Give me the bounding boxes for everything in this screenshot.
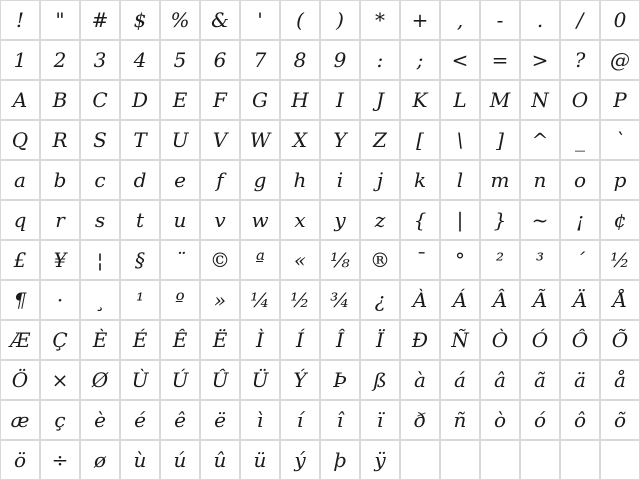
empty-cell: [521, 441, 559, 479]
glyph-cell[interactable]: ú: [161, 441, 199, 479]
glyph-cell[interactable]: ²: [481, 241, 519, 279]
glyph-cell[interactable]: ã: [521, 361, 559, 399]
glyph-cell[interactable]: Ã: [521, 281, 559, 319]
glyph-cell[interactable]: H: [281, 81, 319, 119]
glyph-cell[interactable]: M: [481, 81, 519, 119]
glyph-cell[interactable]: a: [1, 161, 39, 199]
glyph-cell[interactable]: :: [361, 41, 399, 79]
empty-cell: [561, 441, 599, 479]
glyph-cell[interactable]: @: [601, 41, 639, 79]
glyph-cell[interactable]: ^: [521, 121, 559, 159]
glyph-cell[interactable]: ]: [481, 121, 519, 159]
glyph-cell[interactable]: *: [361, 1, 399, 39]
glyph-cell[interactable]: x: [281, 201, 319, 239]
glyph-cell[interactable]: o: [561, 161, 599, 199]
glyph-cell[interactable]: ¸: [81, 281, 119, 319]
empty-cell: [601, 441, 639, 479]
glyph-cell[interactable]: Ü: [241, 361, 279, 399]
glyph-cell[interactable]: <: [441, 41, 479, 79]
glyph-cell[interactable]: ÿ: [361, 441, 399, 479]
glyph-cell[interactable]: ö: [1, 441, 39, 479]
glyph-cell[interactable]: v: [201, 201, 239, 239]
glyph-cell[interactable]: R: [41, 121, 79, 159]
glyph-cell[interactable]: þ: [321, 441, 359, 479]
glyph-cell[interactable]: C: [81, 81, 119, 119]
glyph-cell[interactable]: m: [481, 161, 519, 199]
glyph-cell[interactable]: Ê: [161, 321, 199, 359]
glyph-cell[interactable]: -: [481, 1, 519, 39]
glyph-cell[interactable]: k: [401, 161, 439, 199]
glyph-cell[interactable]: Ý: [281, 361, 319, 399]
glyph-cell[interactable]: ¨: [161, 241, 199, 279]
glyph-cell[interactable]: #: [81, 1, 119, 39]
glyph-cell[interactable]: ·: [41, 281, 79, 319]
glyph-cell[interactable]: {: [401, 201, 439, 239]
glyph-cell[interactable]: p: [601, 161, 639, 199]
glyph-cell[interactable]: N: [521, 81, 559, 119]
glyph-cell[interactable]: b: [41, 161, 79, 199]
glyph-cell[interactable]: º: [161, 281, 199, 319]
glyph-cell[interactable]: \: [441, 121, 479, 159]
glyph-cell[interactable]: Û: [201, 361, 239, 399]
glyph-cell[interactable]: û: [201, 441, 239, 479]
glyph-cell[interactable]: ®: [361, 241, 399, 279]
glyph-cell[interactable]: Ç: [41, 321, 79, 359]
glyph-cell[interactable]: u: [161, 201, 199, 239]
glyph-cell[interactable]: é: [121, 401, 159, 439]
glyph-cell[interactable]: 4: [121, 41, 159, 79]
glyph-cell[interactable]: 0: [601, 1, 639, 39]
glyph-cell[interactable]: Ë: [201, 321, 239, 359]
glyph-cell[interactable]: >: [521, 41, 559, 79]
glyph-cell[interactable]: Â: [481, 281, 519, 319]
glyph-cell[interactable]: Ù: [121, 361, 159, 399]
glyph-cell[interactable]: «: [281, 241, 319, 279]
glyph-cell[interactable]: ¿: [361, 281, 399, 319]
glyph-cell[interactable]: 5: [161, 41, 199, 79]
glyph-cell[interactable]: Ä: [561, 281, 599, 319]
glyph-cell[interactable]: §: [121, 241, 159, 279]
glyph-cell[interactable]: À: [401, 281, 439, 319]
glyph-cell[interactable]: J: [361, 81, 399, 119]
glyph-cell[interactable]: ñ: [441, 401, 479, 439]
glyph-cell[interactable]: E: [161, 81, 199, 119]
glyph-cell[interactable]: ¢: [601, 201, 639, 239]
glyph-cell[interactable]: f: [201, 161, 239, 199]
glyph-cell[interactable]: ¦: [81, 241, 119, 279]
glyph-cell[interactable]: Ô: [561, 321, 599, 359]
glyph-cell[interactable]: +: [401, 1, 439, 39]
glyph-cell[interactable]: n: [521, 161, 559, 199]
glyph-cell[interactable]: Ö: [1, 361, 39, 399]
glyph-cell[interactable]: l: [441, 161, 479, 199]
glyph-cell[interactable]: s: [81, 201, 119, 239]
glyph-cell[interactable]: ª: [241, 241, 279, 279]
glyph-cell[interactable]: w: [241, 201, 279, 239]
glyph-cell[interactable]: =: [481, 41, 519, 79]
glyph-cell[interactable]: L: [441, 81, 479, 119]
glyph-cell[interactable]: ð: [401, 401, 439, 439]
glyph-cell[interactable]: _: [561, 121, 599, 159]
glyph-cell[interactable]: Z: [361, 121, 399, 159]
glyph-cell[interactable]: U: [161, 121, 199, 159]
glyph-cell[interactable]: %: [161, 1, 199, 39]
empty-cell: [481, 441, 519, 479]
glyph-cell[interactable]: ¼: [241, 281, 279, 319]
glyph-cell[interactable]: [: [401, 121, 439, 159]
glyph-cell[interactable]: Ø: [81, 361, 119, 399]
glyph-cell[interactable]: ¾: [321, 281, 359, 319]
glyph-cell[interactable]: B: [41, 81, 79, 119]
glyph-cell[interactable]: ó: [521, 401, 559, 439]
glyph-cell[interactable]: F: [201, 81, 239, 119]
glyph-cell[interactable]: ©: [201, 241, 239, 279]
glyph-cell[interactable]: 7: [241, 41, 279, 79]
glyph-cell[interactable]: å: [601, 361, 639, 399]
glyph-cell[interactable]: X: [281, 121, 319, 159]
glyph-cell[interactable]: ,: [441, 1, 479, 39]
glyph-cell[interactable]: h: [281, 161, 319, 199]
glyph-cell[interactable]: i: [321, 161, 359, 199]
glyph-cell[interactable]: q: [1, 201, 39, 239]
glyph-cell[interactable]: í: [281, 401, 319, 439]
glyph-cell[interactable]: ý: [281, 441, 319, 479]
glyph-cell[interactable]: V: [201, 121, 239, 159]
glyph-cell[interactable]: z: [361, 201, 399, 239]
glyph-cell[interactable]: ¹: [121, 281, 159, 319]
glyph-cell[interactable]: Q: [1, 121, 39, 159]
glyph-cell[interactable]: ~: [521, 201, 559, 239]
glyph-cell[interactable]: ´: [561, 241, 599, 279]
glyph-cell[interactable]: D: [121, 81, 159, 119]
glyph-cell[interactable]: ç: [41, 401, 79, 439]
glyph-cell[interactable]: y: [321, 201, 359, 239]
glyph-cell[interactable]: Á: [441, 281, 479, 319]
glyph-cell[interactable]: ù: [121, 441, 159, 479]
glyph-cell[interactable]: ê: [161, 401, 199, 439]
glyph-cell[interactable]: |: [441, 201, 479, 239]
glyph-cell[interactable]: A: [1, 81, 39, 119]
glyph-cell[interactable]: »: [201, 281, 239, 319]
glyph-cell[interactable]: ⅛: [321, 241, 359, 279]
glyph-cell[interactable]: Ï: [361, 321, 399, 359]
glyph-cell[interactable]: ë: [201, 401, 239, 439]
glyph-cell[interactable]: P: [601, 81, 639, 119]
glyph-cell[interactable]: ï: [361, 401, 399, 439]
glyph-cell[interactable]: 3: [81, 41, 119, 79]
glyph-cell[interactable]: Þ: [321, 361, 359, 399]
glyph-cell[interactable]: ô: [561, 401, 599, 439]
glyph-cell[interactable]: î: [321, 401, 359, 439]
glyph-cell[interactable]: T: [121, 121, 159, 159]
glyph-cell[interactable]: Ì: [241, 321, 279, 359]
glyph-cell[interactable]: è: [81, 401, 119, 439]
glyph-cell[interactable]: }: [481, 201, 519, 239]
glyph-cell[interactable]: â: [481, 361, 519, 399]
glyph-cell[interactable]: 1: [1, 41, 39, 79]
glyph-cell[interactable]: (: [281, 1, 319, 39]
glyph-cell[interactable]: ¡: [561, 201, 599, 239]
glyph-cell[interactable]: ò: [481, 401, 519, 439]
glyph-cell[interactable]: S: [81, 121, 119, 159]
glyph-cell[interactable]: à: [401, 361, 439, 399]
glyph-cell[interactable]: 2: [41, 41, 79, 79]
glyph-cell[interactable]: j: [361, 161, 399, 199]
glyph-cell[interactable]: $: [121, 1, 159, 39]
glyph-cell[interactable]: &: [201, 1, 239, 39]
glyph-cell[interactable]: Ñ: [441, 321, 479, 359]
glyph-cell[interactable]: £: [1, 241, 39, 279]
glyph-cell[interactable]: ß: [361, 361, 399, 399]
glyph-cell[interactable]: d: [121, 161, 159, 199]
glyph-cell[interactable]: Æ: [1, 321, 39, 359]
glyph-cell[interactable]: t: [121, 201, 159, 239]
glyph-cell[interactable]: Î: [321, 321, 359, 359]
empty-cell: [401, 441, 439, 479]
glyph-cell[interactable]: Í: [281, 321, 319, 359]
glyph-cell[interactable]: Å: [601, 281, 639, 319]
glyph-cell[interactable]: É: [121, 321, 159, 359]
glyph-cell[interactable]: G: [241, 81, 279, 119]
glyph-cell[interactable]: ä: [561, 361, 599, 399]
glyph-cell[interactable]: r: [41, 201, 79, 239]
glyph-cell[interactable]: c: [81, 161, 119, 199]
glyph-cell[interactable]: ': [241, 1, 279, 39]
glyph-cell[interactable]: g: [241, 161, 279, 199]
glyph-cell[interactable]: Ú: [161, 361, 199, 399]
glyph-cell[interactable]: ): [321, 1, 359, 39]
glyph-cell[interactable]: I: [321, 81, 359, 119]
glyph-cell[interactable]: ³: [521, 241, 559, 279]
glyph-cell[interactable]: È: [81, 321, 119, 359]
glyph-cell[interactable]: ì: [241, 401, 279, 439]
glyph-cell[interactable]: Õ: [601, 321, 639, 359]
glyph-cell[interactable]: ½: [601, 241, 639, 279]
glyph-cell[interactable]: á: [441, 361, 479, 399]
glyph-cell[interactable]: !: [1, 1, 39, 39]
glyph-cell[interactable]: Ó: [521, 321, 559, 359]
glyph-cell[interactable]: ": [41, 1, 79, 39]
glyph-cell[interactable]: K: [401, 81, 439, 119]
glyph-cell[interactable]: °: [441, 241, 479, 279]
glyph-cell[interactable]: ¥: [41, 241, 79, 279]
glyph-cell[interactable]: 8: [281, 41, 319, 79]
glyph-cell[interactable]: ;: [401, 41, 439, 79]
glyph-cell[interactable]: æ: [1, 401, 39, 439]
glyph-cell[interactable]: ¯: [401, 241, 439, 279]
glyph-cell[interactable]: 6: [201, 41, 239, 79]
glyph-cell[interactable]: Ð: [401, 321, 439, 359]
glyph-cell[interactable]: W: [241, 121, 279, 159]
glyph-cell[interactable]: õ: [601, 401, 639, 439]
glyph-cell[interactable]: Ò: [481, 321, 519, 359]
glyph-cell[interactable]: `: [601, 121, 639, 159]
glyph-cell[interactable]: ?: [561, 41, 599, 79]
glyph-cell[interactable]: ×: [41, 361, 79, 399]
glyph-cell[interactable]: ø: [81, 441, 119, 479]
empty-cell: [441, 441, 479, 479]
glyph-cell[interactable]: .: [521, 1, 559, 39]
glyph-cell[interactable]: e: [161, 161, 199, 199]
glyph-cell[interactable]: /: [561, 1, 599, 39]
glyph-cell[interactable]: Y: [321, 121, 359, 159]
glyph-cell[interactable]: ü: [241, 441, 279, 479]
glyph-cell[interactable]: ½: [281, 281, 319, 319]
glyph-cell[interactable]: 9: [321, 41, 359, 79]
glyph-cell[interactable]: ÷: [41, 441, 79, 479]
glyph-cell[interactable]: O: [561, 81, 599, 119]
glyph-cell[interactable]: ¶: [1, 281, 39, 319]
